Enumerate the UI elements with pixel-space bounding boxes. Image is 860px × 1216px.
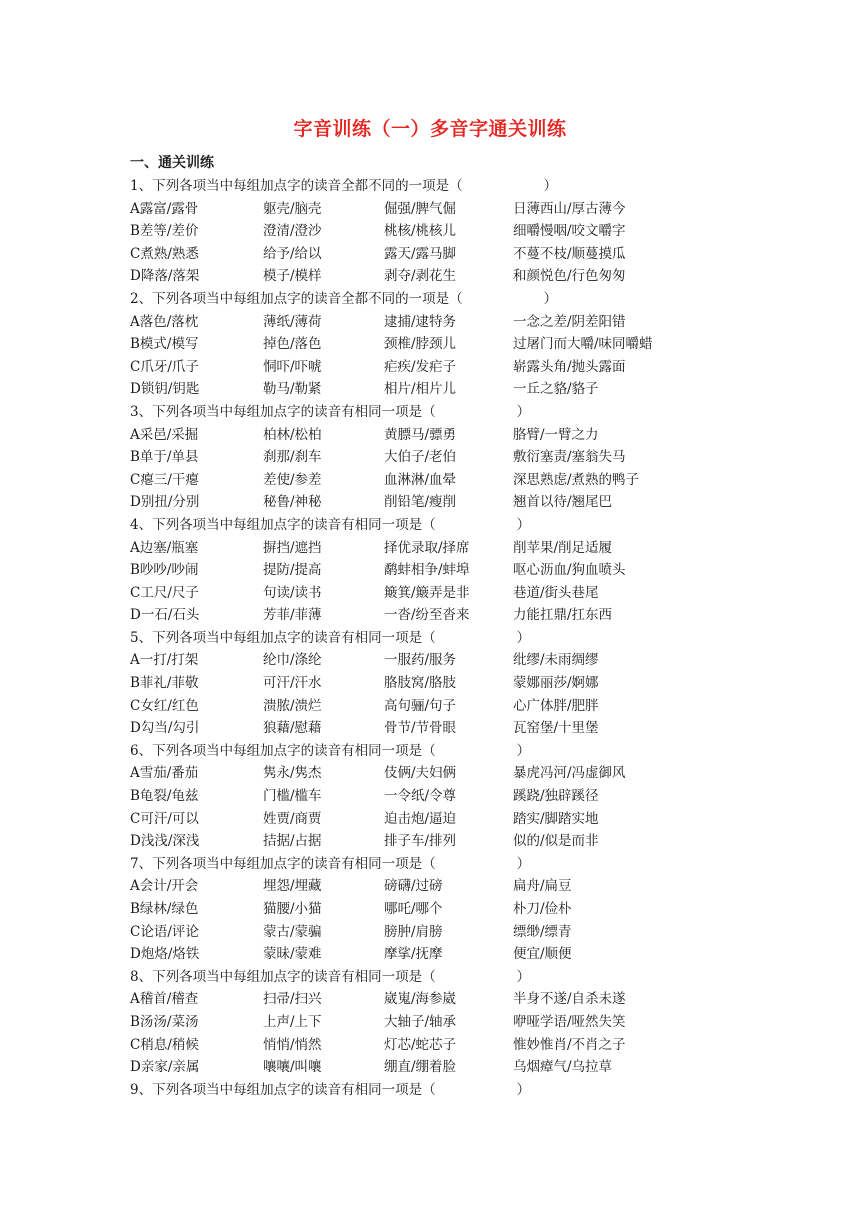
- option-item: D降落/落架: [130, 268, 200, 285]
- option-item: D炮烙/烙铁: [130, 946, 200, 963]
- option-item: 黄膘马/骠勇: [384, 426, 457, 443]
- option-item: 猫腰/小猫: [263, 901, 322, 917]
- option-item: A雪茄/番茄: [130, 765, 199, 782]
- option-item: 细嚼慢咽/咬文嚼字: [513, 223, 626, 240]
- option-row: [130, 830, 730, 853]
- option-item: 上声/上下: [263, 1013, 322, 1030]
- option-item: 日薄西山/厚古薄今: [513, 200, 626, 217]
- option-item: 瓦窑堡/十里堡: [513, 720, 599, 737]
- option-row: [130, 898, 730, 921]
- option-item: A采邑/采掘: [130, 426, 199, 443]
- option-item: 剥夺/剥花生: [384, 268, 457, 285]
- option-item: 句读/读书: [263, 584, 322, 601]
- question-stem: 3、下列各项当中每组加点字的读音有相同一项是（ ）: [130, 403, 531, 420]
- option-row: [130, 921, 730, 944]
- option-item: 蹊跷/独辟蹊径: [513, 788, 599, 805]
- option-item: 膀肿/肩膀: [384, 923, 443, 940]
- option-item: 刹那/刹车: [263, 449, 322, 466]
- option-row: [130, 356, 730, 379]
- option-row: [130, 943, 730, 966]
- option-item: 胳肢窝/胳肢: [384, 675, 457, 692]
- question-stem: 1、下列各项当中每组加点字的读音全都不同的一项是（ ）: [130, 178, 558, 194]
- option-item: 拮据/占据: [263, 833, 322, 850]
- option-item: B单于/单县: [130, 449, 199, 466]
- option-item: 崴嵬/海参崴: [384, 991, 457, 1008]
- option-item: 一念之差/阴差阳错: [513, 313, 626, 330]
- option-row: [130, 311, 730, 334]
- option-item: D一石/石头: [130, 607, 200, 624]
- option-item: 蒙娜丽莎/婀娜: [513, 675, 599, 692]
- option-item: 疟疾/发疟子: [384, 358, 457, 375]
- option-item: 哪吒/哪个: [384, 901, 443, 917]
- option-item: 柏林/松柏: [263, 426, 322, 443]
- option-row: [130, 446, 730, 469]
- option-row: [130, 424, 730, 447]
- option-item: A边塞/瓶塞: [130, 539, 199, 556]
- option-row: [130, 333, 730, 356]
- option-item: 血淋淋/血晕: [384, 471, 457, 488]
- option-row: [130, 604, 730, 627]
- option-item: B汤汤/菜汤: [130, 1013, 199, 1030]
- option-item: D锁钥/钥匙: [130, 381, 200, 398]
- option-row: [130, 672, 730, 695]
- option-item: 力能扛鼎/扛东西: [513, 607, 613, 624]
- option-row: [130, 1056, 730, 1079]
- option-item: 缥缈/缥青: [513, 923, 572, 940]
- option-item: C工尺/尺子: [130, 584, 199, 601]
- option-item: 可汗/汗水: [263, 675, 322, 692]
- option-row: [130, 1034, 730, 1057]
- option-item: 逮捕/逮特务: [384, 313, 457, 330]
- option-item: C爪牙/爪子: [130, 358, 199, 375]
- option-item: 朴刀/俭朴: [513, 901, 572, 917]
- option-item: 巷道/街头巷尾: [513, 584, 599, 601]
- option-item: 狼藉/慰藉: [263, 720, 322, 737]
- option-item: 颈椎/脖颈儿: [384, 336, 457, 353]
- option-row: [130, 469, 730, 492]
- option-row: [130, 537, 730, 560]
- option-row: [130, 988, 730, 1011]
- option-row: [130, 1011, 730, 1034]
- option-item: 模子/模样: [263, 268, 322, 285]
- option-item: 勒马/勒紧: [263, 381, 322, 398]
- option-item: 乌烟瘴气/乌拉草: [513, 1059, 613, 1076]
- option-item: D别扭/分别: [130, 494, 200, 511]
- option-item: 咿哑学语/哑然失笑: [513, 1013, 626, 1030]
- option-item: 芳菲/菲薄: [263, 607, 322, 624]
- option-item: C煮熟/熟悉: [130, 245, 199, 262]
- option-item: 胳臂/一臂之力: [513, 426, 599, 443]
- option-item: 相片/相片儿: [384, 381, 457, 398]
- option-item: 大伯子/老伯: [384, 449, 457, 466]
- option-item: 鹬蚌相争/蚌埠: [384, 562, 470, 579]
- question-list: [130, 175, 730, 1101]
- option-item: B菲礼/菲敬: [130, 675, 199, 692]
- option-item: 簸箕/簸弄是非: [384, 584, 470, 601]
- option-row: [130, 649, 730, 672]
- option-item: 一沓/纷至沓来: [384, 607, 470, 624]
- option-item: 差使/参差: [263, 471, 322, 488]
- question-stem: 4、下列各项当中每组加点字的读音有相同一项是（ ）: [130, 516, 531, 533]
- option-item: B绿林/绿色: [130, 901, 199, 917]
- option-row: [130, 243, 730, 266]
- question-stem: 7、下列各项当中每组加点字的读音有相同一项是（ ）: [130, 855, 531, 872]
- option-row: [130, 198, 730, 221]
- option-item: A落色/落枕: [130, 313, 199, 330]
- option-item: B差等/差价: [130, 223, 199, 240]
- option-row: [130, 717, 730, 740]
- option-item: 嚷嚷/叫嚷: [263, 1059, 322, 1076]
- option-item: 削苹果/削足适履: [513, 539, 613, 556]
- option-item: 削铅笔/瘦削: [384, 494, 457, 511]
- option-item: 深思熟虑/煮熟的鸭子: [513, 471, 640, 488]
- option-item: 崭露头角/抛头露面: [513, 358, 626, 375]
- option-item: 掉色/落色: [263, 336, 322, 353]
- option-item: 扁舟/扁豆: [513, 878, 572, 895]
- option-item: 埋怨/埋藏: [263, 878, 322, 895]
- option-row: [130, 220, 730, 243]
- option-item: D亲家/亲属: [130, 1059, 200, 1076]
- option-item: 磅礴/过磅: [384, 878, 443, 895]
- option-row: [130, 491, 730, 514]
- question-stem: 6、下列各项当中每组加点字的读音有相同一项是（ ）: [130, 742, 531, 759]
- option-item: 绷直/绷着脸: [384, 1059, 457, 1076]
- option-item: 骨节/节骨眼: [384, 720, 457, 737]
- option-item: C女红/红色: [130, 697, 199, 714]
- option-row: [130, 762, 730, 785]
- option-item: 灯芯/蛇芯子: [384, 1036, 457, 1053]
- option-item: 惟妙惟肖/不肖之子: [513, 1036, 626, 1053]
- option-item: 排子车/排列: [384, 833, 457, 850]
- question-stem: 8、下列各项当中每组加点字的读音有相同一项是（ ）: [130, 968, 531, 985]
- option-item: A露富/露骨: [130, 200, 199, 217]
- option-item: 倔强/脾气倔: [384, 200, 457, 217]
- option-item: 扫帚/扫兴: [263, 991, 322, 1008]
- option-row: [130, 875, 730, 898]
- option-item: 纰缪/未雨绸缪: [513, 652, 599, 669]
- option-item: A一打/打架: [130, 652, 199, 669]
- option-item: 迫击炮/逼迫: [384, 810, 457, 827]
- option-item: 大轴子/轴承: [384, 1013, 457, 1030]
- option-item: 蒙古/蒙骗: [263, 923, 322, 940]
- option-item: C论语/评论: [130, 923, 199, 940]
- option-item: C瘪三/干瘪: [130, 471, 199, 488]
- option-item: 呕心沥血/狗血喷头: [513, 562, 626, 579]
- option-item: D浅浅/深浅: [130, 833, 200, 850]
- option-row: [130, 808, 730, 831]
- option-item: 躯壳/脑壳: [263, 200, 322, 217]
- option-item: 提防/提高: [263, 562, 322, 579]
- question-stem: 5、下列各项当中每组加点字的读音有相同一项是（ ）: [130, 629, 531, 646]
- option-item: B龟裂/龟兹: [130, 788, 199, 805]
- option-item: 姓贾/商贾: [263, 810, 322, 827]
- page-title: 字音训练（一）多音字通关训练: [293, 118, 567, 140]
- option-row: [130, 582, 730, 605]
- option-item: 隽永/隽杰: [263, 765, 322, 782]
- option-row: [130, 785, 730, 808]
- option-item: 和颜悦色/行色匆匆: [513, 268, 626, 285]
- question-stem: 9、下列各项当中每组加点字的读音有相同一项是（ ）: [130, 1081, 531, 1098]
- option-item: A稽首/稽查: [130, 991, 199, 1008]
- option-item: 给予/给以: [263, 245, 322, 262]
- option-item: 一丘之貉/貉子: [513, 381, 599, 398]
- option-item: 不蔓不枝/顺蔓摸瓜: [513, 245, 626, 262]
- option-item: 摩挲/抚摩: [384, 946, 443, 963]
- option-row: [130, 378, 730, 401]
- option-item: 心广体胖/肥胖: [513, 697, 599, 714]
- option-item: 悄悄/悄然: [263, 1036, 322, 1053]
- option-item: 一令纸/令尊: [384, 788, 457, 805]
- option-item: 恫吓/吓唬: [263, 358, 322, 375]
- option-row: [130, 265, 730, 288]
- option-item: C稍息/稍候: [130, 1036, 199, 1053]
- option-item: D勾当/勾引: [130, 720, 200, 737]
- option-item: 一服药/服务: [384, 652, 457, 669]
- option-item: 高句骊/句子: [384, 697, 457, 714]
- question-stem: 2、下列各项当中每组加点字的读音全都不同的一项是（ ）: [130, 290, 558, 307]
- option-item: 敷衍塞责/塞翁失马: [513, 449, 626, 466]
- option-item: 伎俩/夫妇俩: [384, 765, 457, 782]
- option-item: 纶巾/涤纶: [263, 652, 322, 669]
- option-item: 翘首以待/翘尾巴: [513, 494, 613, 511]
- option-item: 暴虎冯河/冯虚御风: [513, 765, 626, 782]
- option-item: 半身不遂/自杀未遂: [513, 991, 626, 1008]
- option-item: 露天/露马脚: [384, 245, 457, 262]
- option-item: 似的/似是而非: [513, 833, 599, 850]
- option-item: B吵吵/吵闹: [130, 562, 199, 579]
- option-item: 桃核/桃核儿: [384, 223, 457, 240]
- option-item: 踏实/脚踏实地: [513, 810, 599, 827]
- option-row: [130, 559, 730, 582]
- option-row: [130, 695, 730, 718]
- option-item: B模式/模写: [130, 336, 199, 353]
- option-item: 摒挡/遮挡: [263, 539, 322, 556]
- option-item: 秘鲁/神秘: [263, 494, 322, 511]
- option-item: 溃脓/溃烂: [263, 697, 322, 714]
- option-item: A会计/开会: [130, 878, 199, 895]
- option-item: 便宜/顺便: [513, 946, 572, 963]
- option-item: 蒙昧/蒙难: [263, 946, 322, 963]
- option-item: 薄纸/薄荷: [263, 313, 322, 330]
- section-heading: 一、通关训练: [130, 155, 214, 171]
- option-item: 过屠门而大嚼/味同嚼蜡: [513, 336, 653, 353]
- option-item: 门槛/槛车: [263, 788, 322, 805]
- option-item: 澄清/澄沙: [263, 223, 322, 240]
- option-item: C可汗/可以: [130, 810, 199, 827]
- option-item: 择优录取/择席: [384, 539, 470, 556]
